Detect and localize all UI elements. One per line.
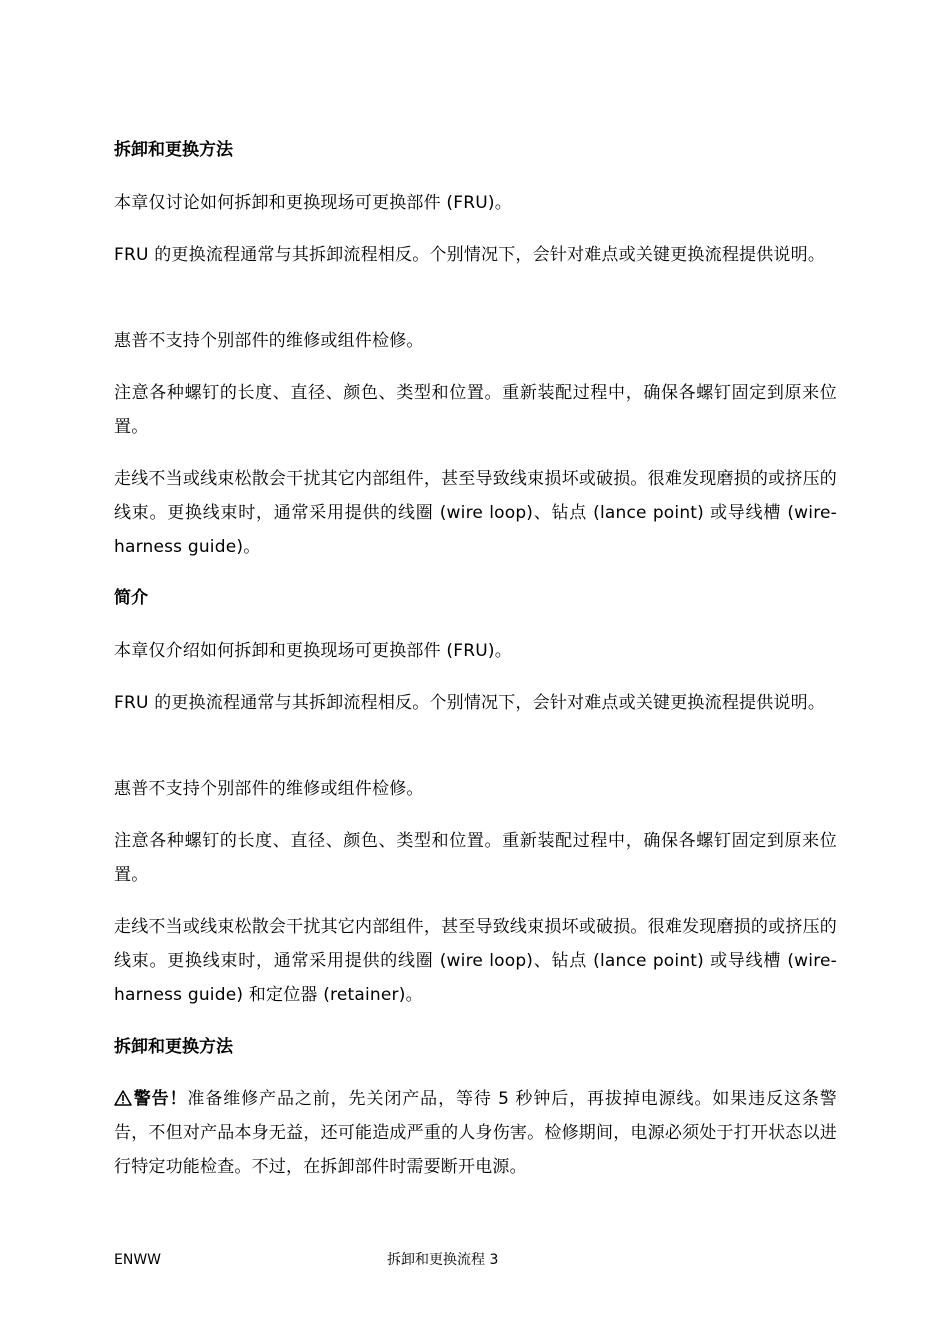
paragraph: 注意各种螺钉的长度、直径、颜色、类型和位置。重新装配过程中，确保各螺钉固定到原来位置。 (114, 831, 837, 885)
paragraph: 本章仅讨论如何拆卸和更换现场可更换部件 (FRU)。 (114, 193, 512, 213)
paragraph: 惠普不支持个别部件的维修或组件检修。 (114, 331, 424, 351)
paragraph: 注意各种螺钉的长度、直径、颜色、类型和位置。重新装配过程中，确保各螺钉固定到原来位置。 (114, 383, 837, 437)
warning-label: 警告！ (133, 1089, 188, 1109)
warning-paragraph (114, 1082, 837, 1184)
warning-triangle-icon (114, 1084, 132, 1100)
section-heading: 拆卸和更换方法 (114, 140, 233, 160)
paragraph: 走线不当或线束松散会干扰其它内部组件，甚至导致线束损坏或破损。很难发现磨损的或挤压的线束。更换线束时，通常采用提供的线圈 (wire loop)、钻点 (lance point) 或导线槽 (wire-harness guide) 和定位器 (retainer)。 (114, 917, 837, 1005)
paragraph: FRU 的更换流程通常与其拆卸流程相反。个别情况下，会针对难点或关键更换流程提供说明。 (114, 693, 826, 713)
paragraph: 本章仅介绍如何拆卸和更换现场可更换部件 (FRU)。 (114, 641, 512, 661)
paragraph: FRU 的更换流程通常与其拆卸流程相反。个别情况下，会针对难点或关键更换流程提供说明。 (114, 245, 826, 265)
section-heading: 拆卸和更换方法 (114, 1037, 233, 1057)
warning-text: 准备维修产品之前，先关闭产品，等待 5 秒钟后，再拔掉电源线。如果违反这条警告，不但对产品本身无益，还可能造成严重的人身伤害。检修期间，电源必须处于打开状态以进行特定功能检查。不过，在拆卸部件时需要断开电源。 (114, 1089, 837, 1177)
footer-left: ENWW (114, 1252, 162, 1268)
section-heading: 简介 (114, 588, 148, 608)
paragraph: 走线不当或线束松散会干扰其它内部组件，甚至导致线束损坏或破损。很难发现磨损的或挤压的线束。更换线束时，通常采用提供的线圈 (wire loop)、钻点 (lance point) 或导线槽 (wire-harness guide)。 (114, 469, 837, 557)
paragraph: 惠普不支持个别部件的维修或组件检修。 (114, 779, 424, 799)
footer-page-label: 拆卸和更换流程 3 (387, 1252, 499, 1268)
